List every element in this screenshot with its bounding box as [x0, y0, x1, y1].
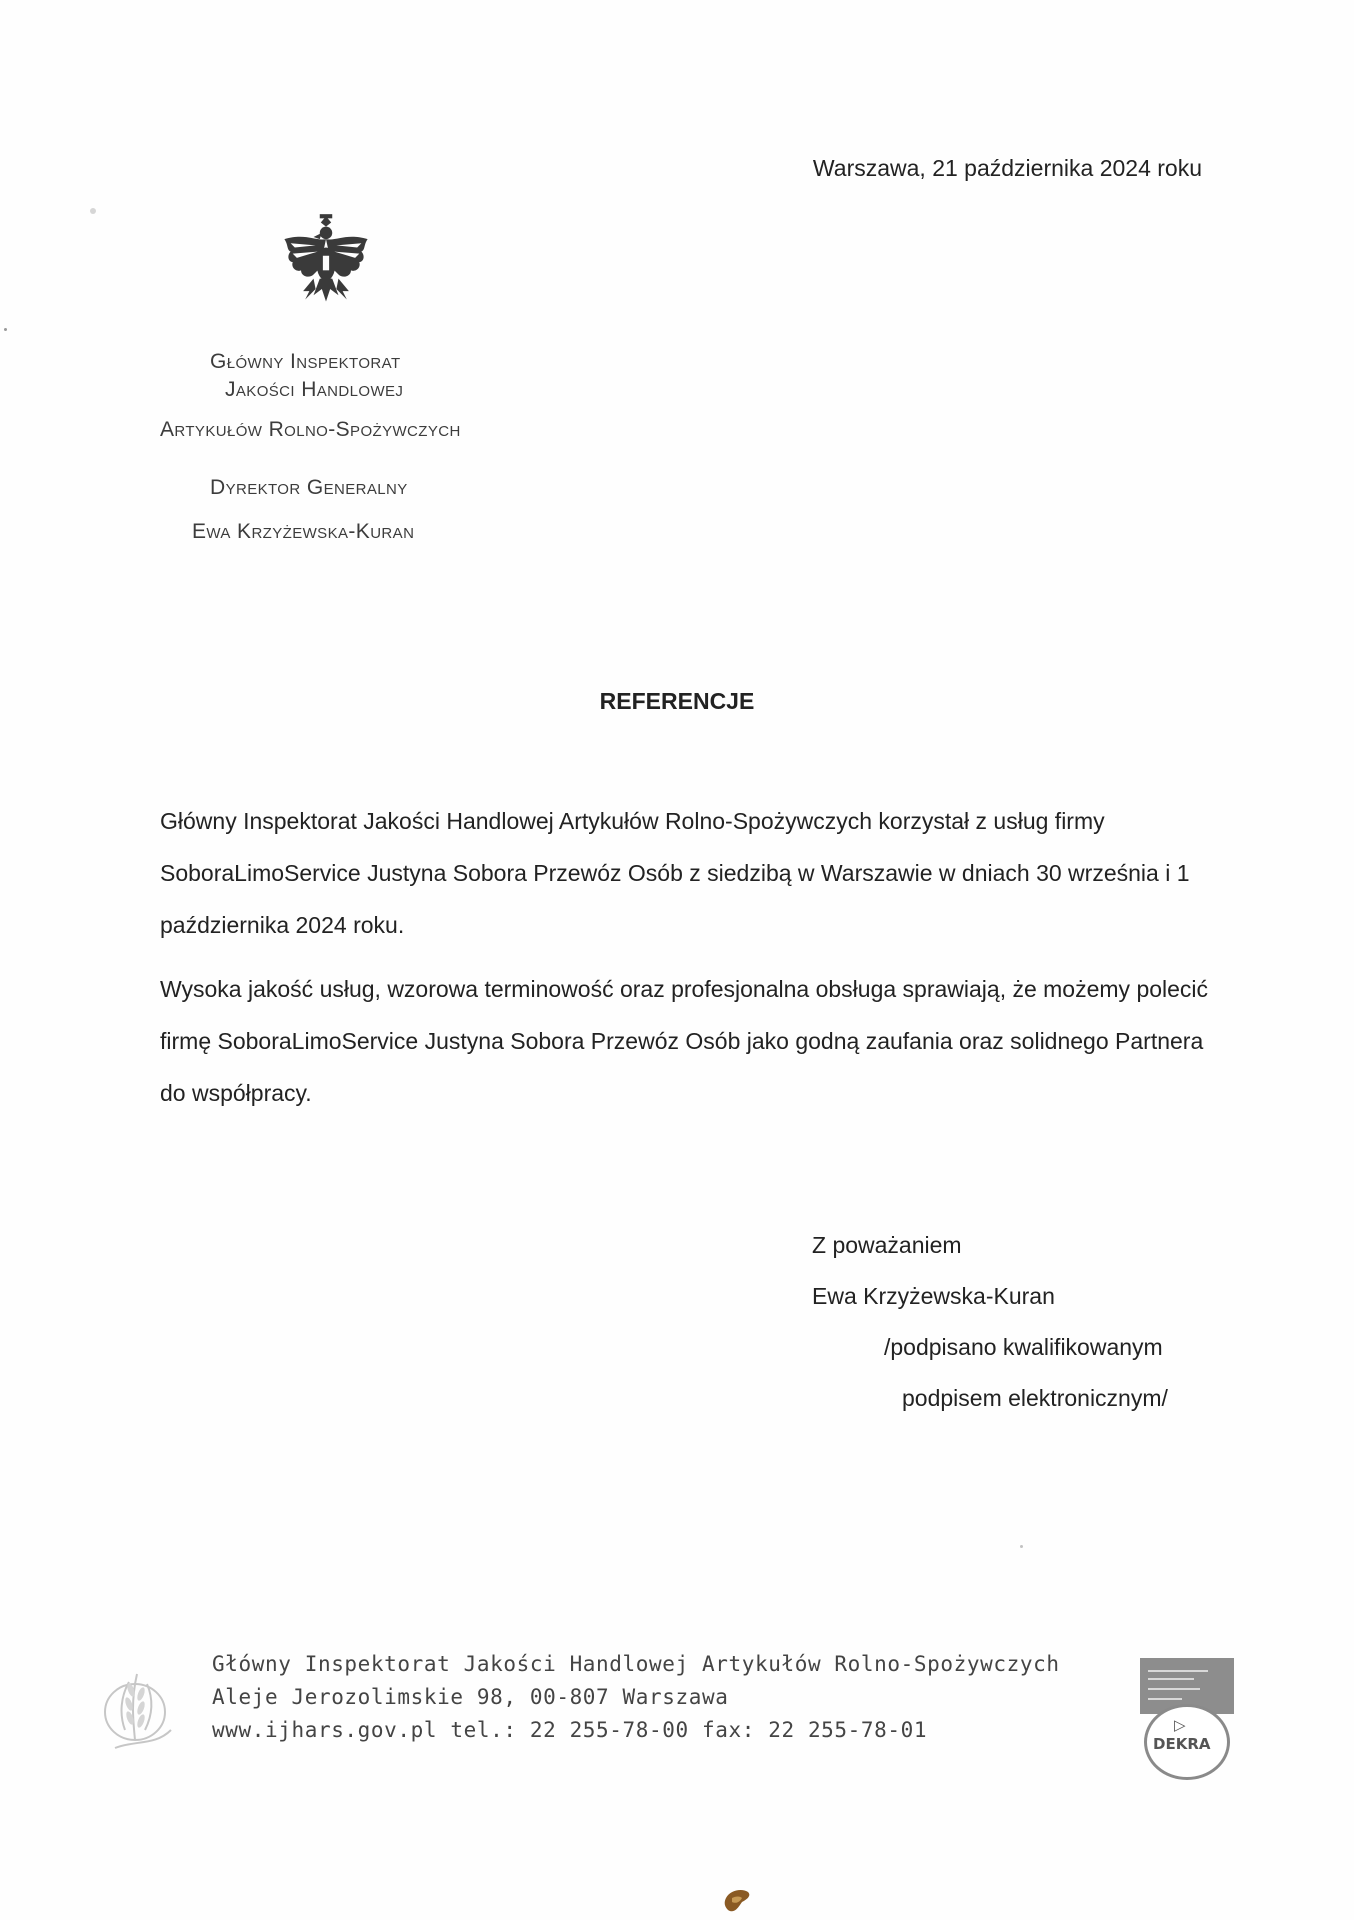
signature-note-line-2: podpisem elektronicznym/ [902, 1385, 1168, 1411]
dekra-label: DEKRA [1153, 1735, 1211, 1753]
footer-contact [212, 1648, 1060, 1747]
body-paragraph-2: Wysoka jakość usług, wzorowa terminowość oraz profesjonalna obsługa sprawiają, że możemy polecić firmę SoboraLimoService Justyna Sobora Przewóz Osób jako godną zaufania oraz solidnego Partnera do współpracy. [160, 976, 1209, 1106]
institution-name-line-3: Artykułów Rolno-Spożywczych [160, 418, 461, 441]
director-title: Dyrektor Generalny [210, 476, 408, 499]
closing-regards: Z poważaniem [812, 1232, 962, 1258]
footer-address: Aleje Jerozolimskie 98, 00-807 Warszawa [212, 1685, 729, 1709]
director-name: Ewa Krzyżewska-Kuran [192, 520, 415, 543]
scan-speck [1020, 1545, 1023, 1548]
ijhars-wheat-logo-icon [95, 1660, 175, 1755]
paper-stain [722, 1888, 752, 1914]
scan-speck [4, 328, 7, 331]
body-paragraph-1: Główny Inspektorat Jakości Handlowej Artykułów Rolno-Spożywczych korzystał z usług firmy SoboraLimoService Justyna Sobora Przewóz Osób z siedzibą w Warszawie w dniach 30 września i 1 października 2024 roku. [160, 808, 1190, 938]
polish-eagle-emblem-icon [274, 210, 378, 314]
footer-org-name: Główny Inspektorat Jakości Handlowej Artykułów Rolno-Spożywczych [212, 1652, 1060, 1676]
institution-name-line-1: Główny Inspektorat [210, 350, 401, 373]
document-body [160, 795, 1210, 1119]
scan-speck [90, 208, 96, 214]
closing-block [812, 1220, 1168, 1424]
dekra-triangle-icon: ▷ [1174, 1717, 1186, 1734]
closing-signer-name: Ewa Krzyżewska-Kuran [812, 1283, 1055, 1309]
dekra-certification-badge [1140, 1658, 1234, 1778]
signature-note-line-1: /podpisano kwalifikowanym [884, 1334, 1163, 1360]
document-title: REFERENCJE [599, 688, 755, 714]
document-date: Warszawa, 21 października 2024 roku [812, 155, 1202, 181]
footer-contact-line: www.ijhars.gov.pl tel.: 22 255-78-00 fax: 22 255-78-01 [212, 1718, 928, 1742]
institution-name-line-2: Jakości Handlowej [225, 378, 404, 401]
